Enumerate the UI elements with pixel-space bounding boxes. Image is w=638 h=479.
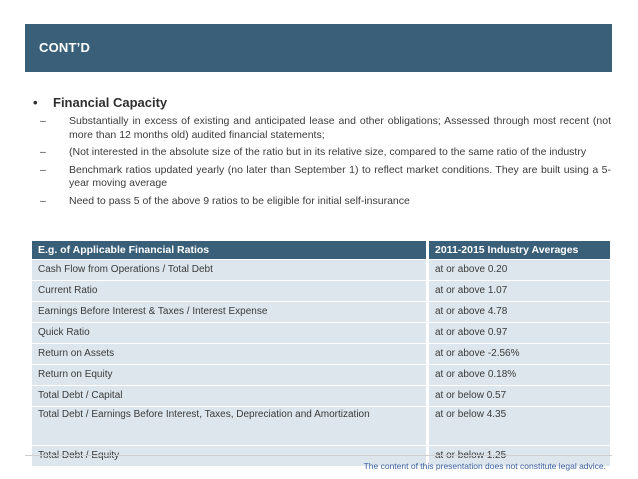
table-row [32, 281, 610, 301]
average-cell: at or above 0.97 [426, 323, 610, 343]
title-banner [25, 24, 612, 72]
content-area [33, 95, 611, 212]
table-row [32, 344, 610, 364]
table-row [32, 386, 610, 406]
sub-bullet-item [33, 164, 611, 191]
ratios-table [32, 240, 610, 467]
table-row [32, 365, 610, 385]
sub-bullet-text: (Not interested in the absolute size of the ratio but in its relative size, compared to the same ratio of the industry [69, 146, 587, 158]
ratio-cell: Return on Assets [32, 344, 426, 364]
dash-icon: – [40, 194, 46, 207]
average-cell: at or above 1.07 [426, 281, 610, 301]
bullet-heading: Financial Capacity [53, 95, 168, 110]
header-average: 2011-2015 Industry Averages [426, 241, 610, 259]
ratio-cell: Return on Equity [32, 365, 426, 385]
sub-bullet-item [33, 146, 611, 160]
sub-bullet-item [33, 195, 611, 209]
footer-divider [25, 455, 612, 456]
ratio-cell: Total Debt / Earnings Before Interest, Taxes, Depreciation and Amortization [32, 407, 426, 445]
table-row [32, 323, 610, 343]
ratio-cell: Earnings Before Interest & Taxes / Interest Expense [32, 302, 426, 322]
table-row [32, 302, 610, 322]
dash-icon: – [40, 115, 46, 127]
average-cell: at or below 0.57 [426, 386, 610, 406]
average-cell: at or above -2.56% [426, 344, 610, 364]
legal-disclaimer: The content of this presentation does not constitute legal advice. [363, 461, 606, 471]
table-row [32, 407, 610, 445]
average-cell: at or above 4.78 [426, 302, 610, 322]
bullet-icon: • [33, 95, 38, 110]
average-cell: at or above 0.20 [426, 260, 610, 280]
ratio-cell: Total Debt / Capital [32, 386, 426, 406]
sub-bullet-item [33, 115, 611, 142]
ratio-cell: Current Ratio [32, 281, 426, 301]
bullet-financial-capacity [33, 95, 611, 110]
ratio-cell: Quick Ratio [32, 323, 426, 343]
header-ratio: E.g. of Applicable Financial Ratios [32, 241, 426, 259]
dash-icon: – [40, 146, 46, 158]
sub-bullet-list [33, 115, 611, 208]
ratio-cell: Cash Flow from Operations / Total Debt [32, 260, 426, 280]
sub-bullet-text: Need to pass 5 of the above 9 ratios to be eligible for initial self-insurance [69, 194, 410, 207]
average-cell: at or above 0.18% [426, 365, 610, 385]
sub-bullet-text: Substantially in excess of existing and anticipated lease and other obligations; Assessed through most recent (not more than 12 months old) audited financial statements; [69, 115, 611, 141]
average-cell: at or below 4.35 [426, 407, 610, 445]
page-title: CONT’D [39, 40, 91, 55]
table-row [32, 260, 610, 280]
dash-icon: – [40, 163, 46, 176]
sub-bullet-text: Benchmark ratios updated yearly (no later than September 1) to reflect market conditions. They are built using a 5-year moving average [69, 163, 611, 189]
table-header-row [32, 241, 610, 259]
